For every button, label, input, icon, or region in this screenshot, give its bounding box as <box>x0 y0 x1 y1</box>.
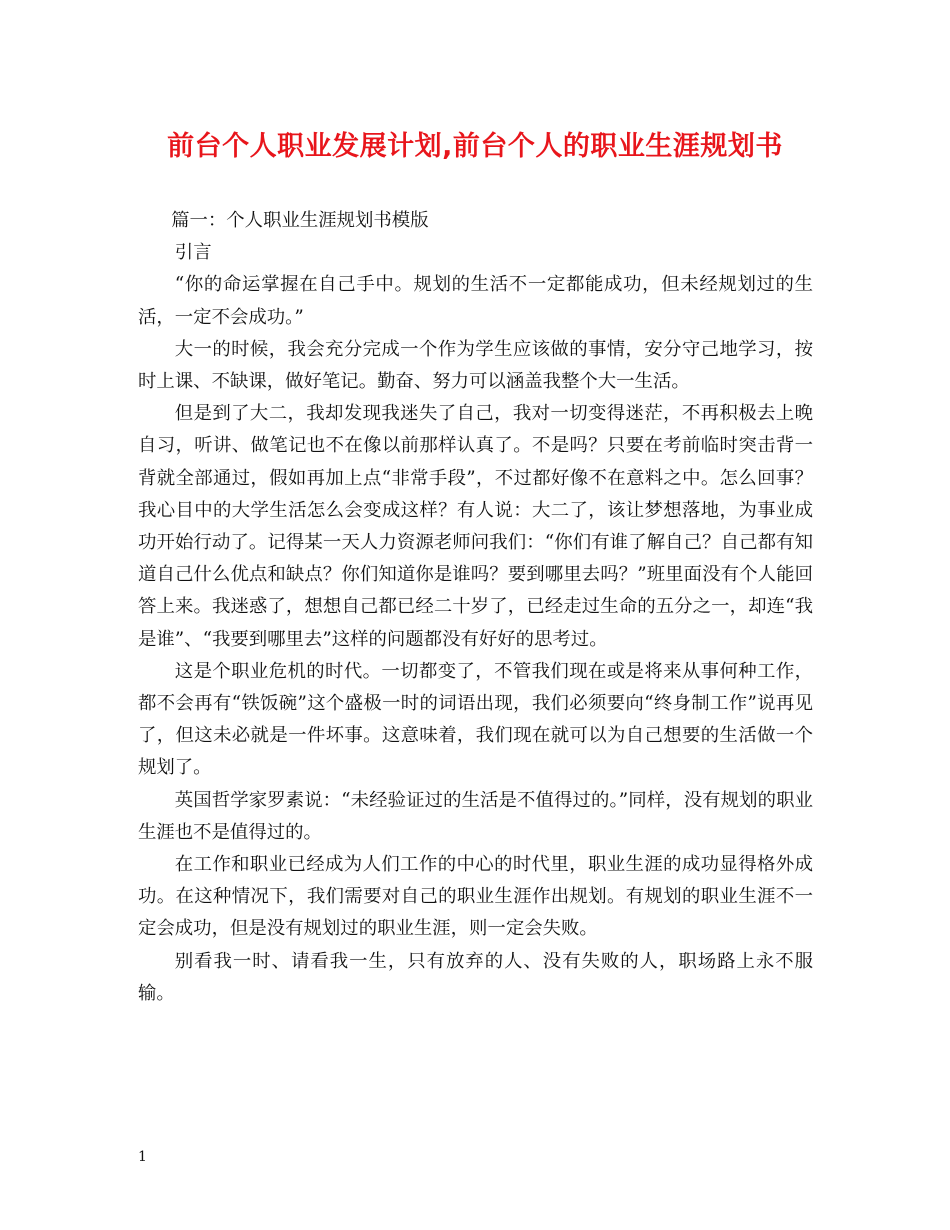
paragraph-career-crisis: 这是个职业危机的时代。一切都变了，不管我们现在或是将来从事何种工作，都不会再有“铁饭碗”这个盛极一时的词语出现，我们必须要向“终身制工作”说再见了，但这未必就是一件坏事。这意味着，我们现在就可以为自己想要的生活做一个规划了。 <box>138 660 813 779</box>
paragraph-sophomore-year: 但是到了大二，我却发现我迷失了自己，我对一切变得迷茫，不再积极去上晚自习，听讲、做笔记也不在像以前那样认真了。不是吗？只要在考前临时突击背一背就全部通过，假如再加上点“非常手段”，不过都好像不在意料之中。怎么回事？我心目中的大学生活怎么会变成这样？有人说：大二了，该让梦想落地，为事业成功开始行动了。记得某一天人力资源老师问我们：“你们有谁了解自己？自己都有知道自己什么优点和缺点？你们知道你是谁吗？要到哪里去吗？”班里面没有个人能回答上来。我迷惑了，想想自己都已经二十岁了，已经走过生命的五分之一，却连“我是谁”、“我要到哪里去”这样的问题都没有好好的思考过。 <box>138 403 813 650</box>
paragraph-career-planning: 在工作和职业已经成为人们工作的中心的时代里，职业生涯的成功显得格外成功。在这种情况下，我们需要对自己的职业生涯作出规划。有规划的职业生涯不一定会成功，但是没有规划过的职业生涯，则一定会失败。 <box>138 854 813 940</box>
paragraph-freshman-year: 大一的时候，我会充分完成一个作为学生应该做的事情，安分守己地学习，按时上课、不缺课，做好笔记。勤奋、努力可以涵盖我整个大一生活。 <box>138 338 813 393</box>
paragraph-closing: 别看我一时、请看我一生，只有放弃的人、没有失败的人，职场路上永不服输。 <box>138 950 813 1004</box>
page-number: 1 <box>138 1149 147 1165</box>
section-heading: 篇一：个人职业生涯规划书模版 <box>171 210 429 231</box>
document-title: 前台个人职业发展计划,前台个人的职业生涯规划书 <box>167 131 783 162</box>
paragraph-russell-quote: 英国哲学家罗素说：“未经验证过的生活是不值得过的。”同样，没有规划的职业生涯也不是值得过的。 <box>138 789 813 843</box>
document-body <box>138 205 813 1010</box>
paragraph-quote: “你的命运掌握在自己手中。规划的生活不一定都能成功，但未经规划过的生活，一定不会成功。” <box>138 274 813 328</box>
paragraph-intro-label: 引言 <box>174 242 212 264</box>
